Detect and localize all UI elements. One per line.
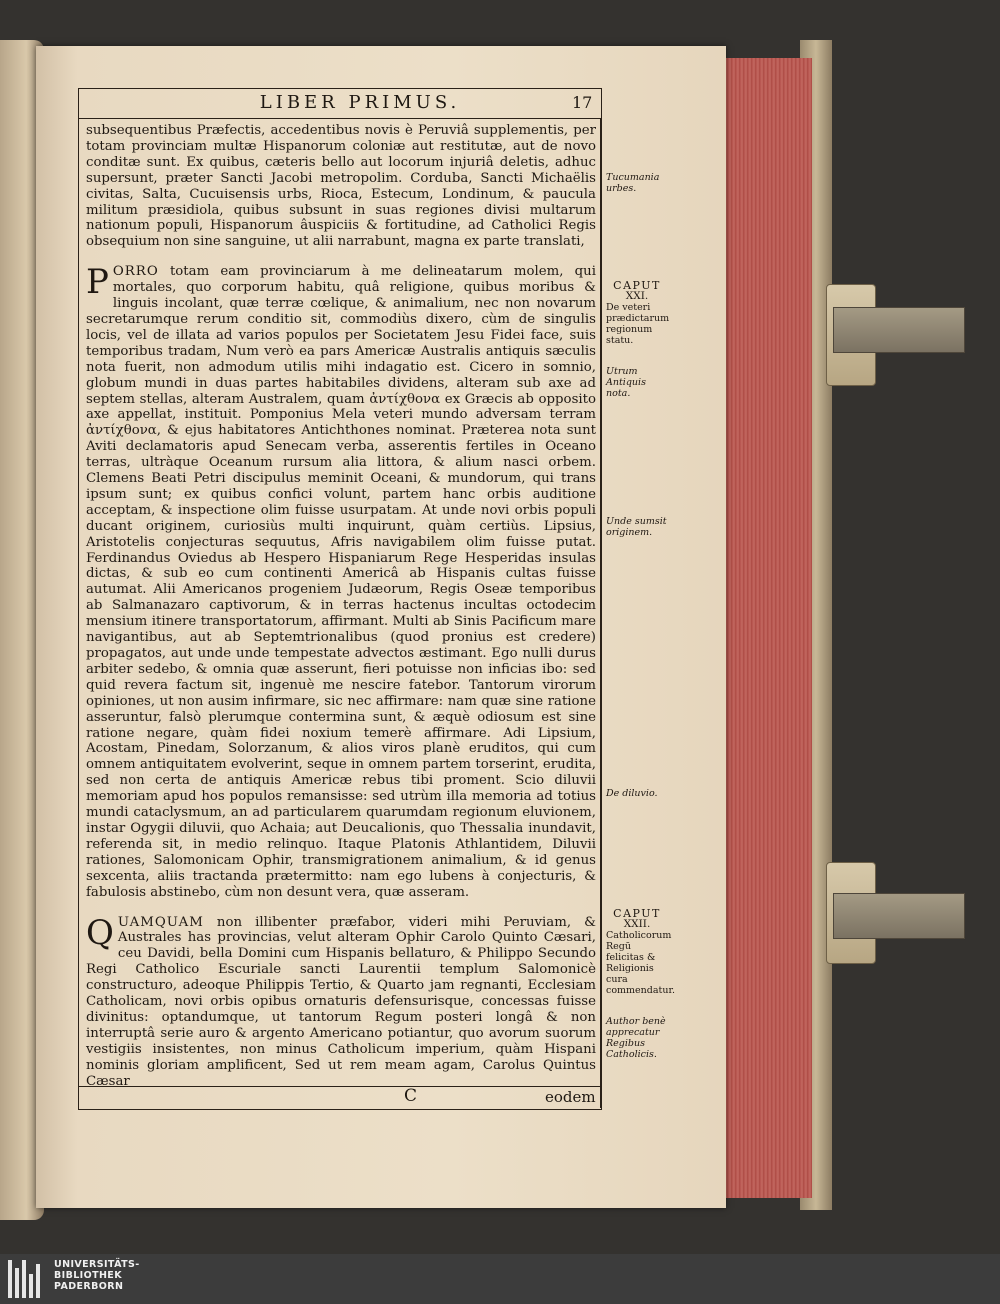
paragraph-2	[86, 264, 596, 900]
paragraph-1: subsequentibus Præfectis, accedentibus novis è Peruviâ supplementis, per totam provinciam multæ Hispanorum coloniæ aut restitutæ, aut de novo conditæ sunt. Ex quibus, cæteris bello aut locorum injuriâ deletis, adhuc supersunt, præter Sancti Jacobi metropolim. Corduba, Sancti Michaëlis civitas, Salta, Cucuisensis urbs, Rioca, Estecum, Londinum, & paucula militum præsidiola, quibus subsunt in suas regiones divisi multarum nationum populi, Hispanorum âuspiciis & fortitudine, ad Catholici Regis obsequium non sine sanguine, ut alii narrabunt, magna ex parte translati,	[86, 123, 596, 250]
paragraph-2-text: totam eam provinciarum à me delineatarum molem, qui mortales, quo corporum habitu, quâ religione, quibus moribus & linguis incolant, quæ terræ cœlique, & animalium, nec non novarum secretarumque rerum conditio sit, commodiùs dixero, cùm de singulis locis, vel de illata ad varios populos per Societatem Jesu Fidei face, suis temporibus tradam, Num verò ea pars Americæ Australis antiquis sæculis nota fuerit, non admodum utilis mihi indagatio est. Cicero in somnio, globum mundi in duas partes habitabiles dividens, alteram sub axe ad septem stellas, alteram Australem, quam ἀντίχθονα ex Græcis ab opposito axe appellat, instituit. Pomponius Mela veteri mundo adversam terram ἀντίχθονα, & ejus habitatores Antichthones nominat. Præterea nota sunt Aviti declamatoris apud Senecam verba, asserentis fertiles in Oceano terras, ultràque Oceanum rursum alia littora, & alium nasci orbem. Clemens Beati Petri discipulus meminit Oceani, & mundorum, qui trans ipsum sunt; ex quibus confici volunt, partem hanc orbis auditione acceptam, & inspectione olim fuisse usurpatam. At unde novi orbis populi ducant originem, curiosiùs multi inquirunt, quàm certiùs. Lipsius, Aristotelis conjecturas sequutus, Afris navigabilem olim fuisse putat. Ferdinandus Oviedus ab Hespero Hispaniarum Rege Hesperidas insulas dictas, & sub eo cum continenti Americâ ab Hispanis cultas fuisse autumat. Alii Americanos progeniem Judæorum, Regis Oseæ temporibus ab Salmanazaro captivorum, & in terras hactenus incultas octodecim mensium itinere transportatorum, affirmant. Multi ab Sinis Pacificum mare navigantibus, aut ab Septemtrionalibus (quod pronius est credere) propagatos, aut unde unde tempestate advectos æstimant. Ego nulli durus arbiter sedebo, & omnia quæ asserunt, fieri potuisse non inficias ibo: sed quid revera factum sit, ingenuè me nescire fatebor. Tantorum virorum opiniones, ut non ausim infirmare, sic nec affirmare: nam quæ sine ratione asseruntur, falsò plerumque contermina sunt, & æquè odiosum est sine ratione negare, quàm fidei noxium temerè affirmare. Adi Lipsium, Acostam, Pinedam, Solorzanum, & alios viros planè eruditos, qui cum omnem antiquitatem evolverint, seque in omnem partem torserint, erudita, sed non certa de antiquis Americæ rebus tibi proment. Scio diluvii memoriam apud hos populos remansisse: sed utrùm illa memoria ad totius mundi cataclysmum, an ad particularem quarumdam regionum eluvionem, instar Ogygii diluvii, quo Achaia; aut Deucalionis, quo Thessalia inundavit, referenda sit, in medio relinquo. Itaque Platonis Athlantidem, Diluvii rationes, Salomonicam Ophir, transmigrationem animalium, & id genus sexcenta, aliis tractanda prætermitto: nam ego lubens à conjecturis, & fabulosis abstinebo, cùm non desunt vera, quæ asseram.	[86, 264, 596, 900]
running-header: LIBER PRIMUS.	[259, 92, 461, 113]
margin-note-antiquis: Utrum Antiquis nota.	[606, 366, 646, 399]
lead-word: ORRO	[112, 264, 159, 280]
margin-caput-22: CAPUT XXII. Catholicorum Regū felicitas & Religionis cura commendatur.	[606, 907, 675, 996]
catchword: eodem	[545, 1088, 596, 1106]
lead-word: UAMQUAM	[117, 914, 204, 930]
margin-caput-21: CAPUT XXI. De veteri prædictarum regionum statu.	[606, 279, 670, 346]
paragraph-3-text: non illibenter præfabor, videri mihi Peruviam, & Australes has provincias, velut alteram Ophir Carolo Quinto Cæsari, ceu Davidi, bella Domini cum Hispanis bellaturo, & Philippo Secundo Regi Catholico Escuriale sancti Laurentii templum Salomonicè constructuro, adeoque Philippis Tertio, & Quarto jam regnanti, Ecclesiam Catholicam, novi orbis opibus ornaturis defensurisque, concessas fuisse divinitus: optandumque, ut tantorum Regum posteri longâ & non interruptâ serie auro & argento Americano potiantur, quo avorum suorum vestigiis insistentes, non minus Catholicum imperium, quàm Hispani nominis gloriam amplificent, Sed ut rem meam agam, Carolus Quintus Cæsar	[86, 914, 596, 1089]
margin-note-origo: Unde sumsit originem.	[606, 516, 667, 538]
drop-cap-q: Q	[86, 912, 114, 953]
margin-note-diluvio: De diluvio.	[606, 788, 658, 799]
margin-note-author: Author benè apprecatur Regibus Catholicis.	[606, 1016, 666, 1060]
paragraph-3	[86, 912, 596, 1090]
signature-mark: C	[404, 1086, 418, 1106]
drop-cap-p: P	[86, 262, 109, 303]
page-number: 17	[572, 93, 593, 112]
library-name: UNIVERSITÄTS- BIBLIOTHEK PADERBORN	[54, 1259, 140, 1292]
red-fore-edge	[718, 58, 812, 1198]
library-logo-icon	[8, 1260, 48, 1298]
margin-note-tucumania: Tucumania urbes.	[606, 172, 660, 194]
footer-rule	[78, 1086, 602, 1087]
main-text	[86, 123, 596, 1103]
header-rule	[78, 118, 602, 119]
book-clasp-upper	[826, 284, 876, 386]
book-clasp-lower	[826, 862, 876, 964]
library-banner	[0, 1254, 1000, 1304]
margin-rule	[600, 118, 601, 1108]
